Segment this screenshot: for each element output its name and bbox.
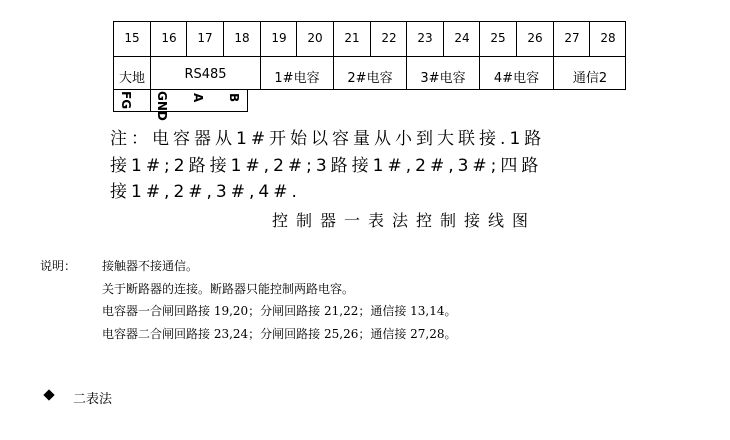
terminal-number: 22	[381, 31, 397, 45]
terminal-table	[113, 21, 626, 121]
capacitor-4-label: 4#电容	[493, 71, 540, 86]
column-divider	[247, 89, 248, 112]
terminal-number: 27	[564, 31, 580, 45]
section-title: 二表法	[73, 392, 113, 407]
explanation-item: 关于断路器的连接。断路器只能控制两路电容。	[102, 282, 355, 296]
diamond-bullet-icon	[43, 389, 54, 400]
table-border-bottom	[113, 111, 248, 112]
terminal-number: 24	[454, 31, 470, 45]
terminal-number: 15	[124, 31, 140, 45]
terminal-number: 23	[417, 31, 433, 45]
terminal-number: 18	[234, 31, 250, 45]
terminal-number: 20	[307, 31, 323, 45]
table-row-divider	[113, 56, 626, 57]
note-line-3: 接1#,2#,3#,4#.	[110, 182, 301, 202]
diagram-title: 控制器一表法控制接线图	[272, 211, 537, 230]
comm-2-label: 通信2	[572, 71, 608, 86]
pin-label-b: B	[227, 93, 241, 103]
note-line-2: 接1#;2路接1#,2#;3路接1#,2#,3#;四路	[110, 156, 543, 176]
ground-label: 大地	[118, 71, 145, 86]
terminal-number: 25	[490, 31, 506, 45]
terminal-number: 17	[197, 31, 213, 45]
capacitor-3-label: 3#电容	[420, 71, 466, 86]
table-row-divider	[113, 89, 626, 90]
column-divider	[150, 56, 151, 112]
terminal-number: 21	[344, 31, 360, 45]
capacitor-2-label: 2#电容	[347, 71, 393, 86]
terminal-number: 28	[600, 31, 616, 45]
terminal-number: 26	[527, 31, 543, 45]
pin-label-gnd: GND	[155, 91, 169, 121]
explanation-item: 电容器一合闸回路接 19,20；分闸回路接 21,22；通信接 13,14。	[102, 304, 457, 318]
note-line-1: 注：电容器从1#开始以容量从小到大联接.1路	[110, 129, 546, 149]
capacitor-1-label: 1#电容	[274, 71, 320, 86]
explanation-heading: 说明：	[40, 259, 77, 273]
terminal-number: 19	[271, 31, 287, 45]
rs485-label: RS485	[184, 67, 227, 82]
explanation-item: 接触器不接通信。	[102, 259, 199, 273]
terminal-number: 16	[161, 31, 177, 45]
explanation-item: 电容器二合闸回路接 23,24；分闸回路接 25,26；通信接 27,28。	[102, 327, 457, 341]
pin-label-fg: FG	[119, 91, 133, 110]
pin-label-a: A	[191, 93, 205, 103]
